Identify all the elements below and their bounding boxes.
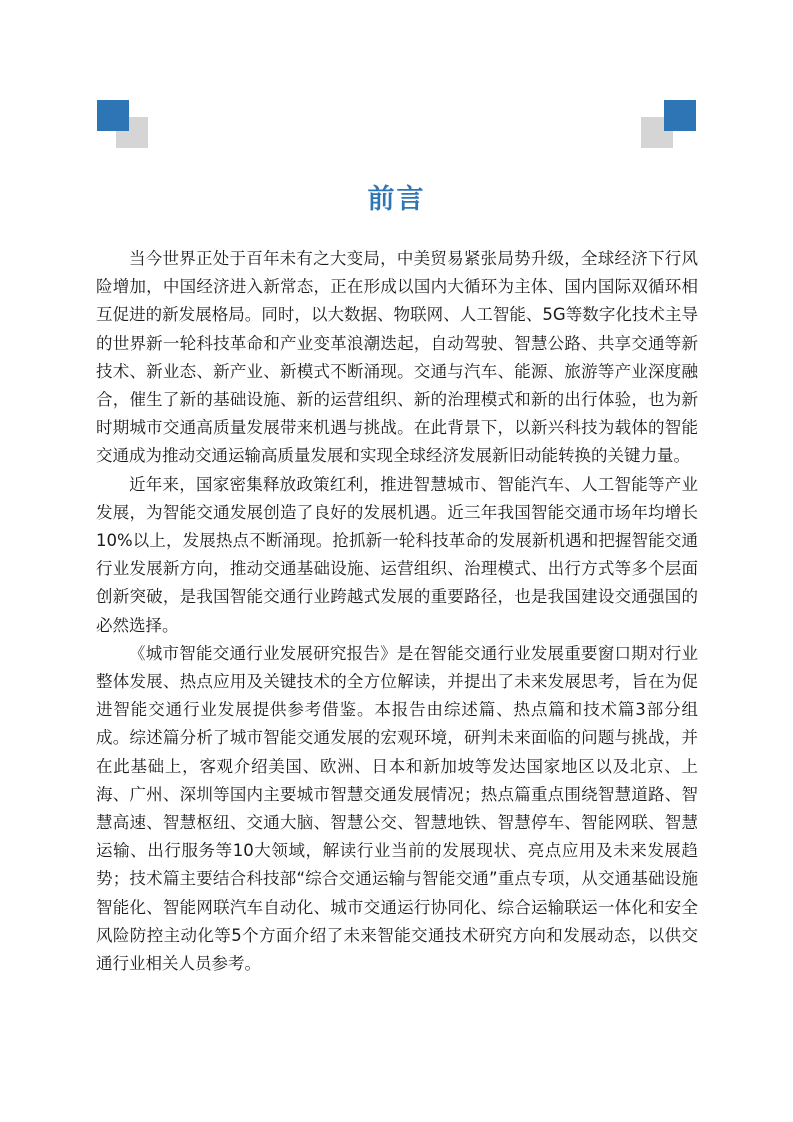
corner-decoration-right-blue-square <box>664 100 696 131</box>
paragraph-3: 《城市智能交通行业发展研究报告》是在智能交通行业发展重要窗口期对行业整体发展、热点应用及关键技术的全方位解读，并提出了未来发展思考，旨在为促进智能交通行业发展提供参考借鉴。本报告由综述篇、热点篇和技术篇3部分组成。综述篇分析了城市智能交通发展的宏观环境，研判未来面临的问题与挑战，并在此基础上，客观介绍美国、欧洲、日本和新加坡等发达国家地区以及北京、上海、广州、深圳等国内主要城市智慧交通发展情况；热点篇重点围绕智慧道路、智慧高速、智慧枢纽、交通大脑、智慧公交、智慧地铁、智慧停车、智能网联、智慧运输、出行服务等10大领域，解读行业当前的发展现状、亮点应用及未来发展趋势；技术篇主要结合科技部“综合交通运输与智能交通”重点专项，从交通基础设施智能化、智能网联汽车自动化、城市交通运行协同化、综合运输联运一体化和安全风险防控主动化等5个方面介绍了未来智能交通技术研究方向和发展动态，以供交通行业相关人员参考。 <box>96 643 698 974</box>
paragraph-1: 当今世界正处于百年未有之大变局，中美贸易紧张局势升级，全球经济下行风险增加，中国经济进入新常态，正在形成以国内大循环为主体、国内国际双循环相互促进的新发展格局。同时，以大数据、物联网、人工智能、5G等数字化技术主导的世界新一轮科技革命和产业变革浪潮迭起，自动驾驶、智慧公路、共享交通等新技术、新业态、新产业、新模式不断涌现。交通与汽车、能源、旅游等产业深度融合，催生了新的基础设施、新的运营组织、新的治理模式和新的出行体验，也为新时期城市交通高质量发展带来机遇与挑战。在此背景下，以新兴科技为载体的智能交通成为推动交通运输高质量发展和实现全球经济发展新旧动能转换的关键力量。 <box>96 249 698 466</box>
page-title: 前言 <box>367 184 426 215</box>
preface-body <box>96 245 698 978</box>
paragraph-2: 近年来，国家密集释放政策红利，推进智慧城市、智能汽车、人工智能等产业发展，为智能交通发展创造了良好的发展机遇。近三年我国智能交通市场年均增长10%以上，发展热点不断涌现。抢抓新一轮科技革命的发展新机遇和把握智能交通行业发展新方向，推动交通基础设施、运营组织、治理模式、出行方式等多个层面创新突破，是我国智能交通行业跨越式发展的重要路径，也是我国建设交通强国的必然选择。 <box>96 474 698 635</box>
corner-decoration-left-blue-square <box>97 100 129 131</box>
